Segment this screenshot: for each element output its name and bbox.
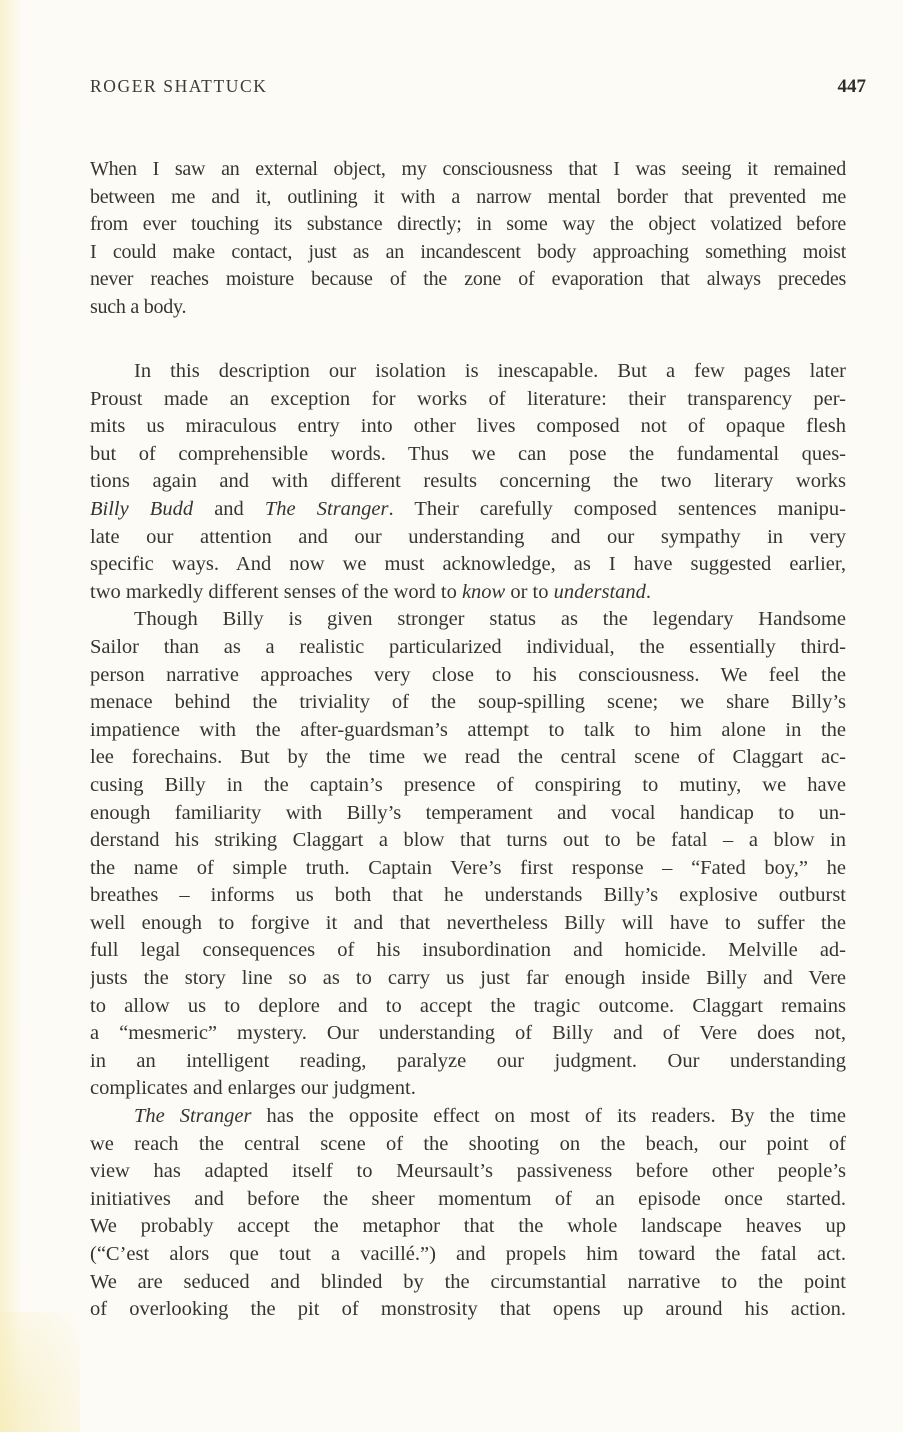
text-line: complicates and enlarges our judgment. bbox=[90, 1077, 416, 1100]
text-line: We are seduced and blinded by the circumstantial narrative to the point bbox=[90, 1270, 846, 1293]
text-line: well enough to forgive it and that nevertheless Billy will have to suffer the bbox=[90, 911, 846, 934]
text-line: We probably accept the metaphor that the whole landscape heaves up bbox=[90, 1215, 846, 1238]
text-line: I could make contact, just as an incandescent body approaching something moist bbox=[90, 240, 846, 263]
text-line: full legal consequences of his insubordination and homicide. Melville ad- bbox=[90, 939, 846, 962]
text-line: Though Billy is given stronger status as the legendary Handsome bbox=[134, 608, 846, 631]
text-line: person narrative approaches very close to his consciousness. We feel the bbox=[90, 663, 846, 686]
text-line: derstand his striking Claggart a blow that turns out to be fatal – a blow in bbox=[90, 829, 846, 852]
running-header bbox=[90, 76, 866, 98]
text-line: between me and it, outlining it with a narrow mental border that prevented me bbox=[90, 185, 846, 208]
text-line: we reach the central scene of the shooting on the beach, our point of bbox=[90, 1132, 846, 1155]
text-line: specific ways. And now we must acknowledge, as I have suggested earlier, bbox=[90, 553, 846, 576]
text-line: in an intelligent reading, paralyze our judgment. Our understanding bbox=[90, 1049, 846, 1072]
text-line: Proust made an exception for works of literature: their transparency per- bbox=[90, 387, 846, 410]
text-line: When I saw an external object, my consciousness that I was seeing it remained bbox=[90, 158, 846, 180]
scan-corner-tint bbox=[0, 1312, 80, 1432]
text-line: tions again and with different results concerning the two literary works bbox=[90, 470, 846, 493]
block-quote bbox=[90, 156, 846, 322]
running-head-author: ROGER SHATTUCK bbox=[90, 76, 268, 96]
scan-edge-tint bbox=[0, 0, 22, 1432]
text-line: such a body. bbox=[90, 295, 187, 318]
text-line: (“C’est alors que tout a vacillé.”) and propels him toward the fatal act. bbox=[90, 1243, 846, 1265]
text-line: Billy Budd and The Stranger. Their carefully composed sentences manipu- bbox=[90, 497, 846, 520]
text-line: mits us miraculous entry into other lives composed not of opaque flesh bbox=[90, 415, 846, 438]
text-line: Sailor than as a realistic particularized individual, the essentially third- bbox=[90, 635, 846, 658]
text-line: never reaches moisture because of the zone of evaporation that always precedes bbox=[90, 268, 846, 291]
text-line: the name of simple truth. Captain Vere’s first response – “Fated boy,” he bbox=[90, 856, 846, 879]
text-line: justs the story line so as to carry us just far enough inside Billy and Vere bbox=[90, 967, 846, 990]
text-line: breathes – informs us both that he understands Billy’s explosive outburst bbox=[90, 884, 846, 907]
text-line: cusing Billy in the captain’s presence of conspiring to mutiny, we have bbox=[90, 773, 846, 796]
text-line: but of comprehensible words. Thus we can pose the fundamental ques- bbox=[90, 442, 846, 465]
text-line: impatience with the after-guardsman’s attempt to talk to him alone in the bbox=[90, 718, 846, 741]
text-line: The Stranger has the opposite effect on most of its readers. By the time bbox=[134, 1105, 846, 1128]
text-line: of overlooking the pit of monstrosity that opens up around his action. bbox=[90, 1298, 846, 1321]
body-text bbox=[90, 358, 846, 1324]
text-line: a “mesmeric” mystery. Our understanding of Billy and of Vere does not, bbox=[90, 1022, 846, 1045]
text-line: In this description our isolation is inescapable. But a few pages later bbox=[134, 360, 846, 382]
text-line: enough familiarity with Billy’s temperament and vocal handicap to un- bbox=[90, 801, 846, 824]
page-number: 447 bbox=[837, 76, 866, 97]
text-line: lee forechains. But by the time we read the central scene of Claggart ac- bbox=[90, 746, 846, 769]
text-line: initiatives and before the sheer momentum of an episode once started. bbox=[90, 1187, 846, 1210]
text-line: from ever touching its substance directly; in some way the object volatized before bbox=[90, 213, 846, 236]
text-line: to allow us to deplore and to accept the tragic outcome. Claggart remains bbox=[90, 994, 846, 1017]
text-line: view has adapted itself to Meursault’s passiveness before other people’s bbox=[90, 1160, 846, 1183]
text-line: late our attention and our understanding and our sympathy in very bbox=[90, 525, 846, 548]
text-line: two markedly different senses of the word to know or to understand. bbox=[90, 580, 652, 603]
text-line: menace behind the triviality of the soup-spilling scene; we share Billy’s bbox=[90, 691, 846, 714]
